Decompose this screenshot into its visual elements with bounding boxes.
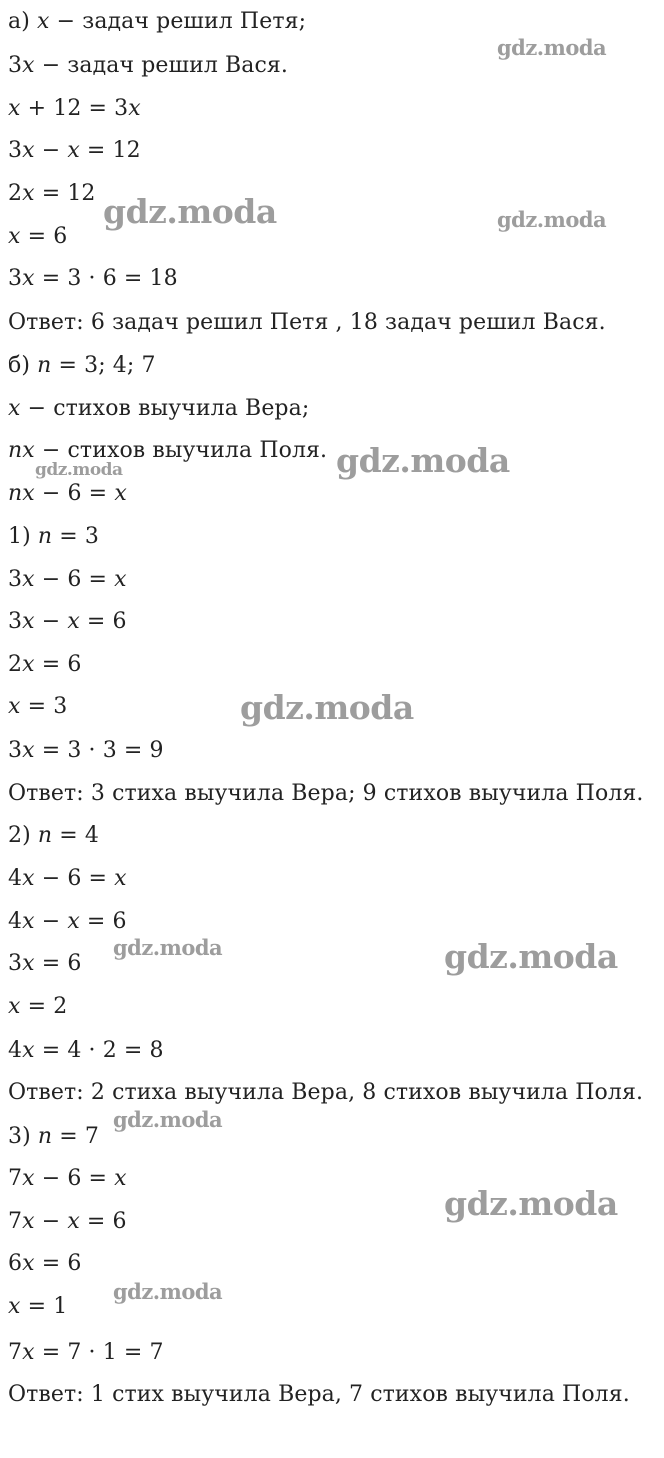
text-line: 3𝑥 − задач решил Вася. <box>8 53 289 78</box>
watermark: gdz.moda <box>444 1184 618 1223</box>
text-line: 6𝑥 = 6 <box>8 1251 82 1276</box>
text-line: 3𝑥 − 6 = 𝑥 <box>8 567 127 592</box>
text-line: Ответ: 3 стиха выучила Вера; 9 стихов выучила Поля. <box>8 781 644 806</box>
text-line: Ответ: 1 стих выучила Вера, 7 стихов выучила Поля. <box>8 1382 630 1407</box>
watermark: gdz.moda <box>497 35 607 60</box>
text-line: 1) 𝑛 = 3 <box>8 524 99 549</box>
text-line: 7𝑥 − 6 = 𝑥 <box>8 1166 127 1191</box>
text-line: 3𝑥 = 6 <box>8 951 82 976</box>
text-line: 7𝑥 = 7 · 1 = 7 <box>8 1340 164 1365</box>
text-line: 3𝑥 − 𝑥 = 6 <box>8 609 127 634</box>
text-line: 2) 𝑛 = 4 <box>8 823 99 848</box>
text-line: 𝑥 − стихов выучила Вера; <box>8 396 310 421</box>
watermark: gdz.moda <box>113 1107 223 1132</box>
text-line: 4𝑥 − 6 = 𝑥 <box>8 866 127 891</box>
watermark: gdz.moda <box>240 688 414 727</box>
text-line: Ответ: 2 стиха выучила Вера, 8 стихов выучила Поля. <box>8 1080 644 1105</box>
text-line: 𝑥 = 6 <box>8 224 68 249</box>
text-line: 𝑥 = 3 <box>8 694 68 719</box>
text-line: 𝑛𝑥 − 6 = 𝑥 <box>8 481 127 506</box>
text-line: 3𝑥 − 𝑥 = 12 <box>8 138 141 163</box>
watermark: gdz.moda <box>103 192 277 231</box>
text-line: 3𝑥 = 3 · 6 = 18 <box>8 266 178 291</box>
text-line: 4𝑥 − 𝑥 = 6 <box>8 909 127 934</box>
text-line: 3) 𝑛 = 7 <box>8 1124 99 1149</box>
text-line: 2𝑥 = 6 <box>8 652 82 677</box>
text-line: 4𝑥 = 4 · 2 = 8 <box>8 1038 164 1063</box>
text-line: б) 𝑛 = 3; 4; 7 <box>8 353 156 378</box>
text-line: а) 𝑥 − задач решил Петя; <box>8 9 307 34</box>
text-line: 𝑥 = 1 <box>8 1294 68 1319</box>
watermark: gdz.moda <box>336 441 510 480</box>
text-line: 𝑥 = 2 <box>8 994 68 1019</box>
watermark: gdz.moda <box>444 937 618 976</box>
text-line: 7𝑥 − 𝑥 = 6 <box>8 1209 127 1234</box>
text-line: 𝑛𝑥 − стихов выучила Поля. <box>8 438 328 463</box>
watermark: gdz.moda <box>113 1279 223 1304</box>
watermark: gdz.moda <box>113 935 223 960</box>
text-line: 𝑥 + 12 = 3𝑥 <box>8 96 141 121</box>
text-line: 2𝑥 = 12 <box>8 181 96 206</box>
text-line: 3𝑥 = 3 · 3 = 9 <box>8 738 164 763</box>
watermark: gdz.moda <box>35 460 123 480</box>
watermark: gdz.moda <box>497 207 607 232</box>
text-line: Ответ: 6 задач решил Петя , 18 задач решил Вася. <box>8 310 606 335</box>
